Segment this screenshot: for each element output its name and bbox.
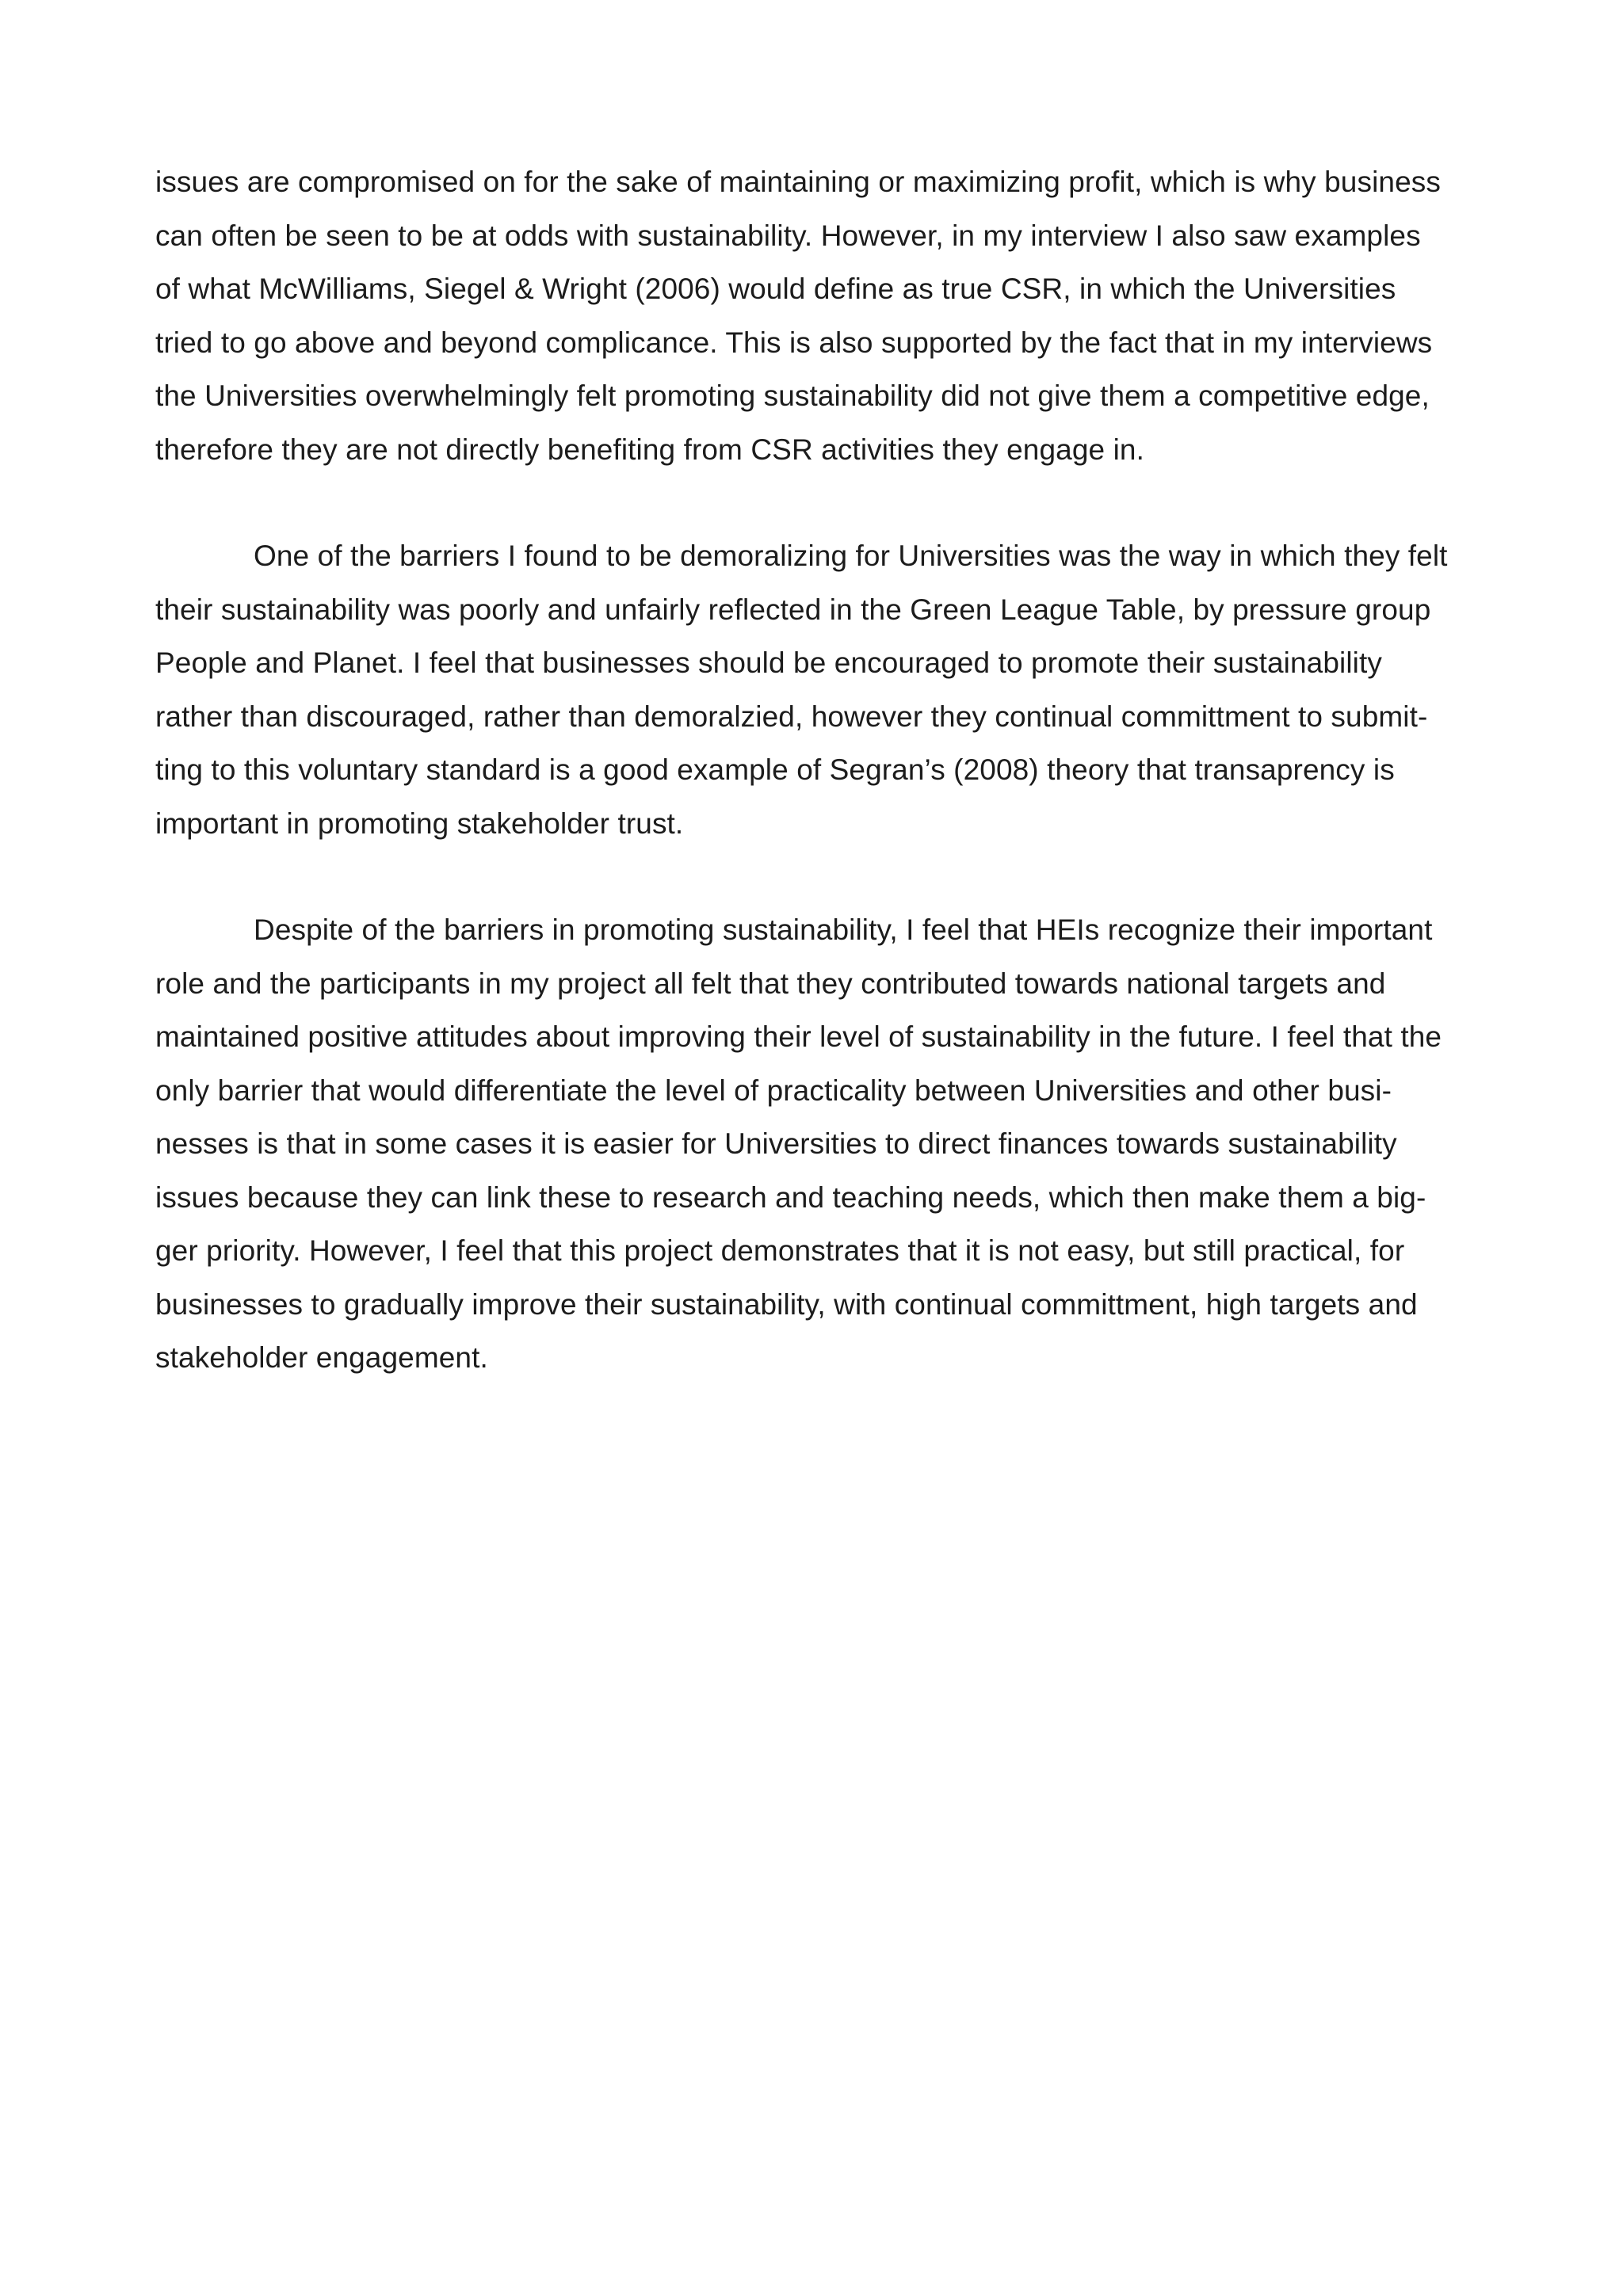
paragraph-1 (155, 155, 1503, 476)
text-line: stakeholder engagement. (155, 1341, 488, 1374)
text-line: ger priority. However, I feel that this project demonstrates that it is not easy, but still practical, for (155, 1234, 1405, 1267)
text-line: only barrier that would differentiate the level of practicality between Universities and other busi- (155, 1074, 1392, 1107)
text-line: People and Planet. I feel that businesses should be encouraged to promote their sustainability (155, 646, 1382, 679)
text-line: rather than discouraged, rather than demoralzied, however they continual committment to submit- (155, 700, 1428, 733)
text-line: of what McWilliams, Siegel & Wright (2006) would define as true CSR, in which the Universities (155, 273, 1396, 305)
text-line: businesses to gradually improve their sustainability, with continual committment, high targets and (155, 1287, 1418, 1321)
text-line: issues because they can link these to research and teaching needs, which then make them a big- (155, 1180, 1426, 1214)
text-line: therefore they are not directly benefiting from CSR activities they engage in. (155, 433, 1144, 466)
text-line: nesses is that in some cases it is easier for Universities to direct finances towards sustainability (155, 1127, 1397, 1160)
text-line: issues are compromised on for the sake of maintaining or maximizing profit, which is why business (155, 166, 1441, 198)
text-line: maintained positive attitudes about improving their level of sustainability in the future. I feel that the (155, 1020, 1442, 1053)
text-line: One of the barriers I found to be demoralizing for Universities was the way in which they felt (254, 540, 1448, 572)
text-line: ting to this voluntary standard is a good example of Segran’s (2008) theory that transaprency is (155, 753, 1395, 786)
text-line: Despite of the barriers in promoting sustainability, I feel that HEIs recognize their important (254, 913, 1433, 946)
paragraph-3 (155, 903, 1503, 1385)
text-line: important in promoting stakeholder trust. (155, 807, 684, 840)
text-line: their sustainability was poorly and unfairly reflected in the Green League Table, by pressure group (155, 593, 1431, 626)
text-line: the Universities overwhelmingly felt promoting sustainability did not give them a competitive edge, (155, 379, 1430, 412)
text-line: role and the participants in my project all felt that they contributed towards national targets and (155, 967, 1386, 1000)
text-line: can often be seen to be at odds with sustainability. However, in my interview I also saw examples (155, 219, 1421, 252)
paragraph-2 (155, 529, 1503, 850)
text-line: tried to go above and beyond complicance. This is also supported by the fact that in my interviews (155, 326, 1433, 359)
